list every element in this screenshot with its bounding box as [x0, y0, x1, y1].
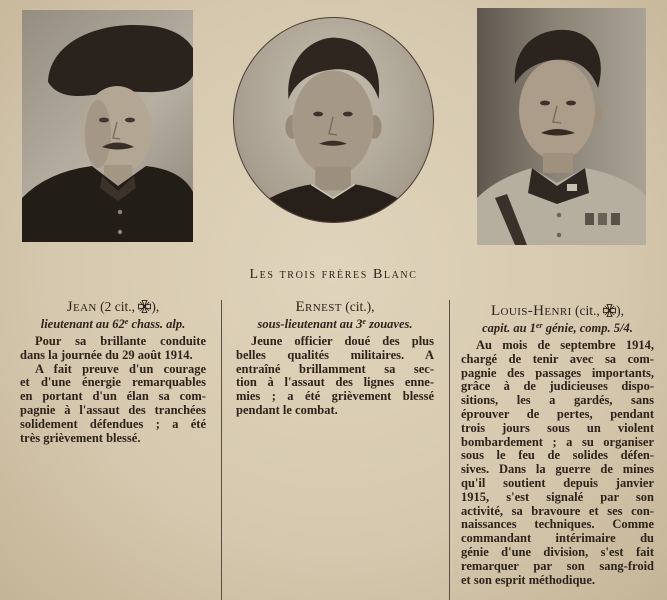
- ernest-face: [292, 70, 373, 175]
- text-line: Pour sa brillante conduite: [35, 334, 206, 348]
- ernest-rank-text: sous-lieutenant au 3: [257, 317, 363, 331]
- louis-henri-citation-text: [461, 339, 654, 587]
- text-line: en portant d'un élan sa com-: [20, 389, 206, 404]
- text-line: 1915, s'est signalé par son: [461, 489, 654, 504]
- ernest-rank-superscript: e: [362, 317, 366, 326]
- ernest-citation-text: [236, 335, 434, 418]
- portrait-louis-henri-drawing: [477, 8, 646, 245]
- louis-henri-rank-superscript: er: [535, 321, 543, 330]
- louis-henri-eye-left: [540, 101, 550, 106]
- ernest-eye-right: [343, 112, 353, 117]
- column-louis-henri: [461, 302, 654, 587]
- louis-henri-rank: [461, 320, 654, 337]
- text-line: pendant le combat.: [236, 402, 338, 417]
- jean-face-shadow: [85, 100, 111, 168]
- jean-heading: [20, 298, 206, 316]
- page-title: Les trois frères Blanc: [249, 267, 418, 282]
- louis-henri-rank-text-end: génie, comp. 5/4.: [542, 321, 633, 335]
- text-line: chargé de tenir avec sa com-: [461, 351, 654, 366]
- text-line: qu'il soutient depuis janvier: [461, 475, 654, 490]
- column-jean: [20, 298, 206, 445]
- text-line: Au mois de septembre 1914,: [476, 338, 654, 352]
- louis-henri-medal: [611, 213, 620, 225]
- louis-henri-collar-insignia: [567, 184, 577, 191]
- text-line: et d'une énergie remarquables: [20, 375, 206, 390]
- louis-henri-button: [557, 233, 562, 238]
- louis-henri-medal: [598, 213, 607, 225]
- jean-rank-text-end: chass. alp.: [128, 317, 186, 331]
- text-line: activité, sa bravoure et ses con-: [461, 503, 654, 518]
- ernest-neck: [315, 167, 351, 191]
- ernest-heading: [236, 298, 434, 316]
- jean-rank-superscript: e: [124, 317, 129, 326]
- louis-henri-eye-right: [566, 101, 576, 106]
- jean-button: [118, 210, 122, 214]
- jean-citation-open: (2 cit.,: [96, 299, 139, 314]
- text-line: dans la journée du 29 août 1914.: [20, 347, 193, 362]
- croix-de-guerre-icon: [138, 300, 151, 313]
- text-line: Jeune officier doué des plus: [251, 334, 434, 348]
- text-line: commandant intérimaire du: [461, 531, 654, 546]
- croix-de-guerre-icon: [603, 304, 616, 317]
- jean-eye-left: [99, 118, 109, 123]
- text-line: A fait preuve d'un courage: [35, 361, 206, 376]
- text-line: solidement défendues ; a été: [20, 416, 206, 431]
- louis-henri-citation-close: ),: [616, 303, 625, 318]
- column-divider: [449, 300, 450, 600]
- text-line: trois jours sous un violent: [461, 420, 654, 435]
- column-divider: [221, 300, 222, 600]
- text-line: remarquer par son sang-froid: [461, 558, 654, 573]
- column-ernest: [236, 298, 434, 418]
- louis-henri-heading: [461, 302, 654, 320]
- jean-name: Jean: [66, 299, 97, 315]
- text-line: sitions, les a gardés, sans: [461, 393, 654, 408]
- ernest-name: Ernest: [295, 299, 342, 315]
- text-line: grâce à de judicieuses dispo-: [461, 379, 654, 394]
- text-line: bombardement ; a su organiser: [461, 434, 654, 449]
- louis-henri-citation-open: (cit.,: [571, 303, 604, 318]
- louis-henri-rank-text: capit. au 1: [482, 321, 536, 335]
- jean-eye-right: [125, 118, 135, 123]
- jean-rank: [20, 316, 206, 333]
- louis-henri-face: [519, 60, 595, 160]
- text-line: éprouver de pertes, pendant: [461, 406, 654, 421]
- jean-rank-text: lieutenant au 62: [40, 317, 125, 331]
- ernest-eye-left: [313, 112, 323, 117]
- louis-henri-name: Louis-Henri: [490, 303, 572, 319]
- text-line: et son esprit méthodique.: [461, 572, 596, 587]
- portrait-jean-drawing: [22, 10, 193, 242]
- text-line: pagnie des passages importants,: [461, 365, 654, 380]
- text-line: très grièvement blessé.: [20, 430, 141, 445]
- louis-henri-medal: [585, 213, 594, 225]
- text-line: tion à l'assaut des lignes enne-: [236, 375, 434, 390]
- jean-beret: [48, 25, 193, 96]
- ernest-rank: [236, 316, 434, 333]
- portrait-ernest-drawing: [234, 18, 433, 222]
- ernest-rank-text-end: zouaves.: [365, 317, 413, 331]
- text-line: naissances techniques. Comme: [461, 517, 654, 532]
- jean-button: [118, 230, 122, 234]
- text-line: génie d'une division, s'est fait: [461, 544, 654, 559]
- louis-henri-button: [557, 213, 562, 218]
- jean-citation-text: [20, 335, 206, 445]
- text-line: sives. Dans la guerre de mines: [461, 462, 654, 477]
- text-line: mies ; a été grièvement blessé: [236, 389, 434, 404]
- ernest-citation: (cit.),: [341, 299, 375, 314]
- portrait-jean: [22, 10, 193, 242]
- text-line: sous le feu de solides défen-: [461, 448, 654, 463]
- text-line: belles qualités militaires. A: [236, 347, 434, 362]
- portrait-louis-henri: [477, 8, 646, 245]
- text-line: entraîné brillamment sa sec-: [236, 361, 434, 376]
- portrait-ernest: [233, 17, 434, 223]
- jean-citation-close: ),: [151, 299, 160, 314]
- text-line: pagnie à l'assaut des tranchées: [20, 402, 206, 417]
- louis-henri-neck: [543, 153, 573, 173]
